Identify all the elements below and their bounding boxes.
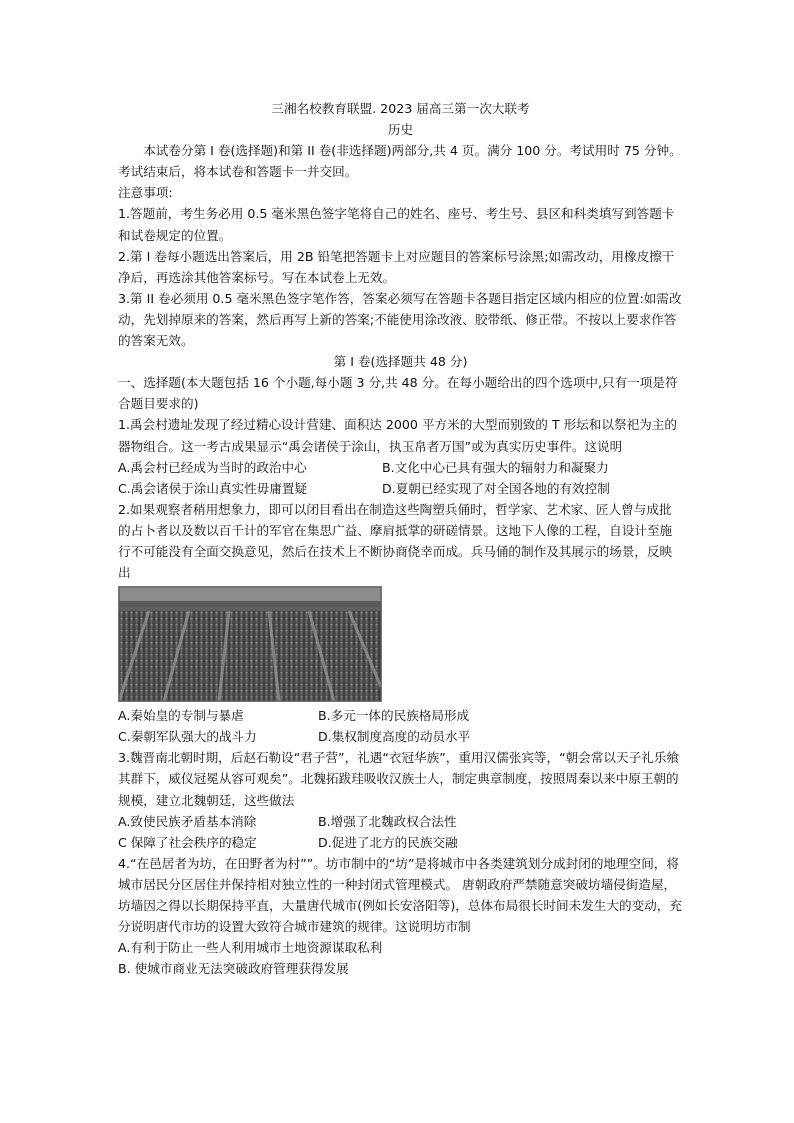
option-row	[118, 811, 683, 832]
option-row	[118, 478, 683, 499]
option-row	[118, 726, 683, 747]
option-a: A.致使民族矛盾基本消除	[118, 813, 257, 829]
option-b: B.多元一体的民族格局形成	[318, 708, 470, 724]
note-item: 1.答题前，考生务必用 0.5 毫米黑色签字笔将自己的姓名、座号、考生号、县区和科类填写到答题卡和试卷规定的位置。	[118, 206, 675, 243]
notes-heading: 注意事项:	[118, 185, 173, 201]
option-row	[118, 832, 683, 853]
terracotta-army-photo-icon	[119, 587, 381, 701]
exam-intro: 本试卷分第 I 卷(选择题)和第 II 卷(非选择题)两部分,共 4 页。满分 100 分。考试用时 75 分钟。考试结束后，将本试卷和答题卡一并交回。	[118, 143, 682, 180]
page-content	[118, 98, 683, 979]
option-d: D.夏朝已经实现了对全国各地的有效控制	[382, 480, 610, 496]
note-item: 3.第 II 卷必须用 0.5 毫米黑色签字笔作答，答案必须写在答题卡各题目指定区域内相应的位置:如需改动，先划掉原来的答案，然后再写上新的答案;不能使用涂改液、胶带纸、修正带。不按以上要求作答的答案无效。	[118, 290, 682, 349]
option-b: B.文化中心已具有强大的辐射力和凝聚力	[382, 459, 609, 475]
option-a: A.秦始皇的专制与暴虐	[118, 708, 244, 724]
section-instruction: 一、选择题(本大题包括 16 个小题,每小题 3 分,共 48 分。在每小题给出的四个选项中,只有一项是符合题目要求的)	[118, 375, 678, 412]
question-stem: 4.“在邑居者为坊，在田野者为村””。坊市制中的“坊”是将城市中各类建筑划分成封闭的地理空间，将城市居民分区居住并保持相对独立性的一种封闭式管理模式。 唐朝政府严禁随意突破坊墙侵街造屋，坊墙因之得以长期保持平直，大量唐代城市(例如长安洛阳等)，总体布局很长时间未发生大的变动，充分说明唐代市坊的设置大致符合城市建筑的规律。这说明坊市制	[118, 855, 682, 935]
note-item: 2.第 I 卷每小题选出答案后，用 2B 铅笔把答题卡上对应题目的答案标号涂黑;如需改动，用橡皮擦干净后，再选涂其他答案标号。写在本试卷上无效。	[118, 248, 675, 285]
option-c: C 保障了社会秩序的稳定	[118, 834, 257, 850]
option-row	[118, 457, 683, 478]
exam-title: 三湘名校教育联盟. 2023 届高三第一次大联考	[271, 101, 530, 116]
option-row	[118, 705, 683, 726]
section-title: 第 I 卷(选择题共 48 分)	[333, 354, 468, 370]
option-c: C.禹会诸侯于涂山真实性毋庸置疑	[118, 480, 308, 496]
exam-subject: 历史	[387, 122, 414, 138]
option-b: B.增强了北魏政权合法性	[318, 813, 457, 829]
option-d: D.促进了北方的民族交融	[318, 834, 458, 850]
option-a: A.有利于防止一些人利用城市土地资源谋取私利	[118, 940, 383, 956]
question-stem: 1.禹会村遗址发现了经过精心设计营建、面积达 2000 平方米的大型而别致的 T 形坛和以祭祀为主的器物组合。这一考古成果显示“禹会诸侯于涂山，执玉帛者万国”或为真实历史事件。这说明	[118, 417, 677, 454]
option-c: C.秦朝军队强大的战斗力	[118, 729, 257, 745]
question-stem: 2.如果观察者稍用想象力，即可以闭目看出在制造这些陶塑兵俑时，哲学家、艺术家、匠人曾与成批的占卜者以及数以百千计的军官在集思广益、摩肩抵掌的研磋情景。这地下人像的工程，自设计至施行不可能没有全面交换意见，然后在技术上不断协商侥幸而成。兵马俑的制作及其展示的场景，反映出	[118, 501, 673, 581]
option-b: B. 使城市商业无法突破政府管理获得发展	[118, 961, 349, 977]
terracotta-army-photo	[118, 586, 382, 702]
option-a: A.禹会村已经成为当时的政治中心	[118, 459, 307, 475]
question-stem: 3.魏晋南北朝时期，后赵石勒设“君子营”，礼遇“衣冠华族”，重用汉儒张宾等，“朝会常以天子礼乐飨其群下，威仪冠冕从容可观矣”。北魏拓跋珪吸收汉族士人，制定典章制度，按照周秦以来中原王朝的规模，建立北魏朝廷，这些做法	[118, 750, 679, 808]
option-d: D.集权制度高度的动员水平	[318, 729, 471, 745]
